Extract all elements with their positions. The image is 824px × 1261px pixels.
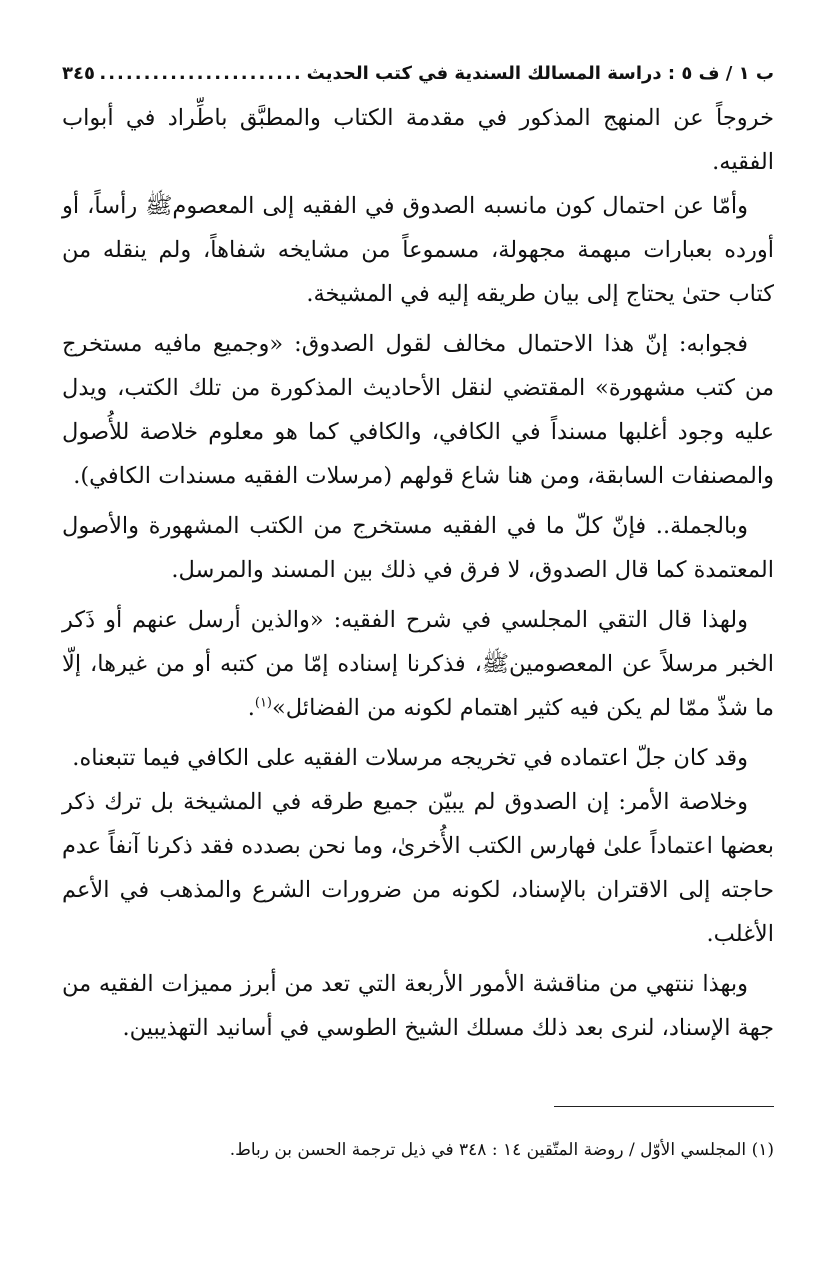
paragraph: خروجاً عن المنهج المذكور في مقدمة الكتاب والمطبَّق باطِّراد في أبواب الفقيه. — [62, 105, 774, 175]
chapter-reference: ب ١ / ف ٥ : دراسة المسالك السندية في كتب الحديث — [306, 63, 774, 84]
paragraph: وخلاصة الأمر: إن الصدوق لم يبيّن جميع طرقه في المشيخة بل ترك ذكر بعضها اعتماداً علىٰ فهارس الكتب الأُخرىٰ، وما نحن بصدده فقد ذكرنا آنفاً عدم حاجته إلى الاقتران بالإسناد، لكونه من ضرورات الشرع والمذهب في الأعم الأغلب. — [62, 789, 774, 947]
page-number: ٣٤٥ — [62, 63, 95, 84]
footnote — [62, 1136, 774, 1164]
leader-dots — [99, 58, 303, 90]
paragraph: وبالجملة.. فإنّ كلّ ما في الفقيه مستخرج من الكتب المشهورة والأصول المعتمدة كما قال الصدوق، لا فرق في ذلك بين المسند والمرسل. — [62, 513, 774, 583]
paragraph-with-footnote: ولهذا قال التقي المجلسي في شرح الفقيه: «والذين أرسل عنهم أو ذَكر الخبر مرسلاً عن المعصومينﷺ، فذكرنا إسناده إمّا من كتبه أو من غيرها، إلّا ما شذّ ممّا لم يكن فيه كثير اهتمام لكونه من الفضائل»$^{(١)}$. — [62, 607, 774, 721]
footnote-reference[interactable]: (١) — [254, 695, 272, 711]
main-text — [62, 96, 774, 1050]
paragraph: وبهذا ننتهي من مناقشة الأمور الأربعة التي تعد من أبرز مميزات الفقيه من جهة الإسناد، لنرى بعد ذلك مسلك الشيخ الطوسي في أسانيد التهذيبين. — [62, 971, 774, 1041]
footnote-number: (١) — [751, 1140, 774, 1160]
paragraph: وقد كان جلّ اعتماده في تخريجه مرسلات الفقيه على الكافي فيما تتبعناه. — [72, 745, 748, 771]
paragraph-text: ولهذا قال التقي المجلسي في شرح الفقيه: «والذين أرسل عنهم أو ذَكر الخبر مرسلاً عن المعصومينﷺ، فذكرنا إسناده إمّا من كتبه أو من غيرها، إلّا ما شذّ ممّا لم يكن فيه كثير اهتمام لكونه من الفضائل» — [62, 607, 774, 721]
footnote-text: المجلسي الأوّل / روضة المتّقين ١٤ : ٣٤٨ في ذيل ترجمة الحسن بن رباط. — [229, 1140, 747, 1160]
paragraph: فجوابه: إنّ هذا الاحتمال مخالف لقول الصدوق: «وجميع مافيه مستخرج من كتب مشهورة» المقتضي لنقل الأحاديث المذكورة من تلك الكتب، ويدل عليه وجود أغلبها مسنداً في الكافي، والكافي كما هو معلوم خلاصة للأُصول والمصنفات السابقة، ومن هنا شاع قولهم (مرسلات الفقيه مسندات الكافي). — [62, 331, 774, 489]
book-page — [62, 58, 774, 1238]
footnote-divider — [554, 1106, 774, 1107]
running-header — [62, 58, 774, 90]
paragraph: وأمّا عن احتمال كون مانسبه الصدوق في الفقيه إلى المعصومﷺ رأساً، أو أورده بعبارات مبهمة مجهولة، مسموعاً من مشايخه شفاهاً، ولم ينقله من كتاب حتىٰ يحتاج إلى بيان طريقه إليه في المشيخة. — [62, 193, 774, 307]
